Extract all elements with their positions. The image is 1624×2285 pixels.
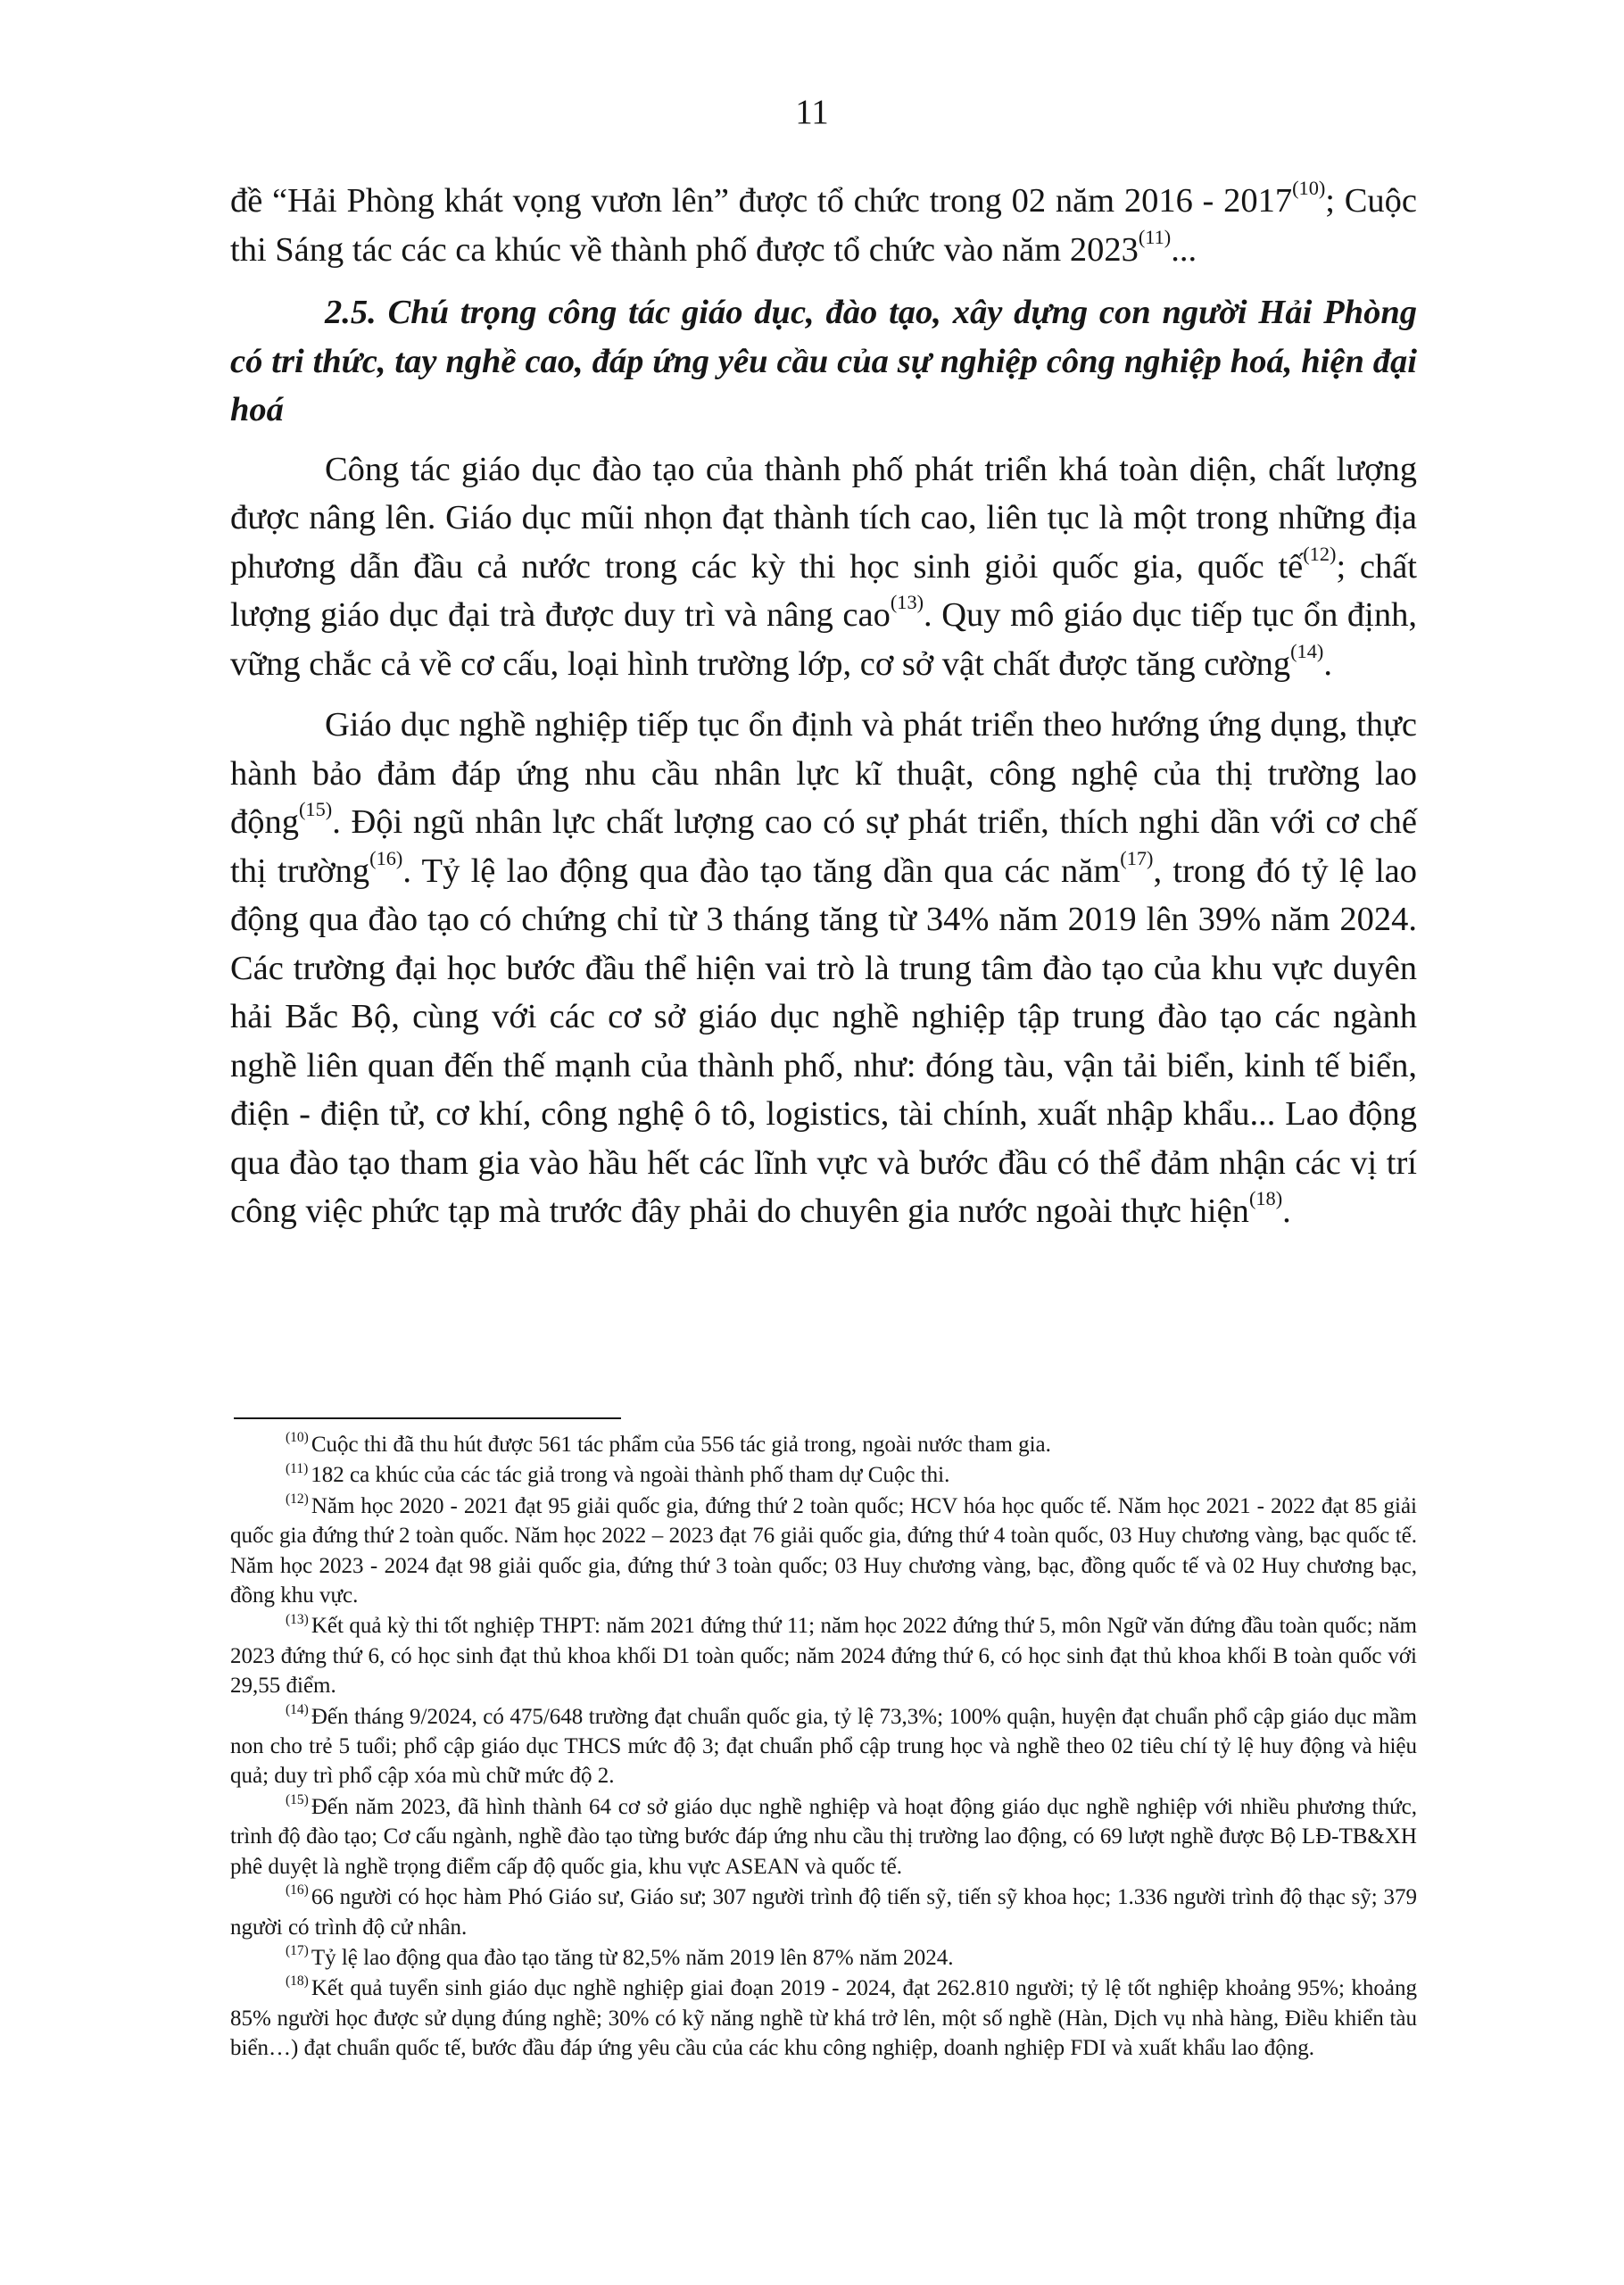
paragraph-continuation (230, 177, 1417, 274)
text-run: . (1282, 1192, 1291, 1230)
footnote-mark: (18) (286, 1973, 309, 1990)
page-number: 11 (795, 93, 829, 131)
footnote-text: Kết quả tuyển sinh giáo dục nghề nghiệp giai đoạn 2019 - 2024, đạt 262.810 người; tỷ lệ tốt nghiệp khoảng 95%; khoảng 85% người học được sử dụng đúng nghề; 30% có kỹ năng nghề từ khá trở lên, một số nghề (Hàn, Dịch vụ nhà hàng, Điều khiển tàu biển…) đạt chuẩn quốc tế, bước đầu đáp ứng yêu cầu của các khu công nghiệp, doanh nghiệp FDI và xuất khẩu lao động. (230, 1976, 1417, 2061)
text-run: . (1323, 644, 1332, 683)
footnote-text: Cuộc thi đã thu hút được 561 tác phẩm của 556 tác giả trong, ngoài nước tham gia. (311, 1433, 1051, 1457)
footnote (230, 1792, 1417, 1882)
footnote-text: Đến năm 2023, đã hình thành 64 cơ sở giáo dục nghề nghiệp và hoạt động giáo dục nghề nghiệp với nhiều phương thức, trình độ đào tạo; Cơ cấu ngành, nghề đào tạo từng bước đáp ứng nhu cầu thị trường lao động, có 69 lượt nghề được Bộ LĐ-TB&XH phê duyệt là nghề trọng điểm cấp độ quốc gia, khu vực ASEAN và quốc tế. (230, 1794, 1417, 1879)
footnote-ref[interactable]: (12) (1303, 542, 1337, 565)
footnote (230, 1430, 1417, 1459)
footnote-mark: (13) (286, 1611, 309, 1627)
footnote-text: Tỷ lệ lao động qua đào tạo tăng từ 82,5% năm 2019 lên 87% năm 2024. (311, 1945, 954, 1970)
footnote-ref[interactable]: (15) (299, 798, 333, 821)
text-run: ; chất lượng giáo dục đại trà được duy trì và nâng cao (230, 547, 1417, 634)
footnote-divider (234, 1417, 621, 1419)
paragraph-vocational (230, 701, 1417, 1236)
footnote-ref[interactable]: (18) (1248, 1187, 1283, 1210)
footnote (230, 1943, 1417, 1973)
text-run: ... (1171, 230, 1197, 269)
footnote-text: 182 ca khúc của các tác giả trong và ngoài thành phố tham dự Cuộc thi. (311, 1463, 950, 1488)
footnote-mark: (17) (286, 1943, 309, 1959)
text-run: ; Cuộc thi Sáng tác các ca khúc về thành phố được tổ chức vào năm 2023 (230, 182, 1417, 269)
text-run: Công tác giáo dục đào tạo của thành phố phát triển khá toàn diện, chất lượng được nâng lên. Giáo dục mũi nhọn đạt thành tích cao, liên tục là một trong những địa phương dẫn đầu cả nước trong các kỳ thi học sinh giỏi quốc gia, quốc tế (230, 450, 1417, 586)
footnote-ref[interactable]: (10) (1292, 177, 1326, 200)
footnote-ref[interactable]: (16) (369, 846, 403, 869)
footnote-ref[interactable]: (17) (1120, 846, 1154, 869)
footnote-mark: (16) (286, 1882, 309, 1899)
footnote (230, 1611, 1417, 1700)
footnote-text: Đến tháng 9/2024, có 475/648 trường đạt chuẩn quốc gia, tỷ lệ 73,3%; 100% quận, huyện đạt chuẩn phổ cập giáo dục mầm non cho trẻ 5 tuổi; phổ cập giáo dục THCS mức độ 3; đạt chuẩn phổ cập trung học và nghề theo 02 tiêu chí tỷ lệ huy động và hiệu quả; duy trì phổ cập xóa mù chữ mức độ 2. (230, 1704, 1417, 1789)
main-text (230, 177, 1417, 1236)
footnote (230, 1702, 1417, 1791)
footnote-text: Năm học 2020 - 2021 đạt 95 giải quốc gia, đứng thứ 2 toàn quốc; HCV hóa học quốc tế. Năm học 2021 - 2022 đạt 85 giải quốc gia đứng thứ 2 toàn quốc. Năm học 2022 – 2023 đạt 76 giải quốc gia, đứng thứ 4 toàn quốc, 03 Huy chương vàng, bạc quốc tế. Năm học 2023 - 2024 đạt 98 giải quốc gia, đứng thứ 3 toàn quốc; 03 Huy chương vàng, bạc, đồng quốc tế và 02 Huy chương bạc, đồng khu vực. (230, 1493, 1417, 1608)
footnote-mark: (11) (286, 1460, 309, 1476)
section-heading: 2.5. Chú trọng công tác giáo dục, đào tạo, xây dựng con người Hải Phòng có tri thức, tay nghề cao, đáp ứng yêu cầu của sự nghiệp công nghiệp hoá, hiện đại hoá (230, 294, 1417, 428)
footnote-mark: (15) (286, 1792, 309, 1808)
footnote-mark: (10) (286, 1430, 309, 1446)
footnote (230, 1882, 1417, 1942)
footnote-mark: (12) (286, 1491, 309, 1507)
text-run: đề “Hải Phòng khát vọng vươn lên” được tổ chức trong 02 năm 2016 - 2017 (230, 182, 1293, 220)
text-run: . Tỷ lệ lao động qua đào tạo tăng dần qua các năm (402, 852, 1121, 890)
footnote-mark: (14) (286, 1701, 309, 1717)
paragraph-education (230, 445, 1417, 689)
text-run: , trong đó tỷ lệ lao động qua đào tạo có chứng chỉ từ 3 tháng tăng từ 34% năm 2019 lên 39% năm 2024. Các trường đại học bước đầu thể hiện vai trò là trung tâm đào tạo của khu vực duyên hải Bắc Bộ, cùng với các cơ sở giáo dục nghề nghiệp tập trung đào tạo các ngành nghề liên quan đến thế mạnh của thành phố, như: đóng tàu, vận tải biển, kinh tế biển, điện - điện tử, cơ khí, công nghệ ô tô, logistics, tài chính, xuất nhập khẩu... Lao động qua đào tạo tham gia vào hầu hết các lĩnh vực và bước đầu có thể đảm nhận các vị trí công việc phức tạp mà trước đây phải do chuyên gia nước ngoài thực hiện (230, 852, 1417, 1230)
footnote-ref[interactable]: (14) (1290, 639, 1324, 662)
footnote (230, 1460, 1417, 1490)
footnote-ref[interactable]: (11) (1138, 225, 1172, 248)
footnote-text: 66 người có học hàm Phó Giáo sư, Giáo sư; 307 người trình độ tiến sỹ, tiến sỹ khoa học; 1.336 người trình độ thạc sỹ; 379 người có trình độ cử nhân. (230, 1885, 1417, 1940)
footnote (230, 1491, 1417, 1611)
text-run: . Đội ngũ nhân lực chất lượng cao có sự phát triển, thích nghi dần với cơ chế thị trường (230, 803, 1417, 890)
text-run: . Quy mô giáo dục tiếp tục ổn định, vững chắc cả về cơ cấu, loại hình trường lớp, cơ sở vật chất được tăng cường (230, 596, 1417, 683)
footnote-text: Kết quả kỳ thi tốt nghiệp THPT: năm 2021 đứng thứ 11; năm học 2022 đứng thứ 5, môn Ngữ văn đứng đầu toàn quốc; năm 2023 đứng thứ 6, có học sinh đạt thủ khoa khối D1 toàn quốc; năm 2024 đứng thứ 6, có học sinh đạt thủ khoa khối B toàn quốc với 29,55 điểm. (230, 1614, 1417, 1699)
footnotes (230, 1430, 1417, 2065)
footnote-ref[interactable]: (13) (890, 591, 924, 614)
text-run: Giáo dục nghề nghiệp tiếp tục ổn định và phát triển theo hướng ứng dụng, thực hành bảo đảm đáp ứng nhu cầu nhân lực kĩ thuật, công nghệ của thị trường lao động (230, 706, 1417, 841)
footnote (230, 1973, 1417, 2063)
